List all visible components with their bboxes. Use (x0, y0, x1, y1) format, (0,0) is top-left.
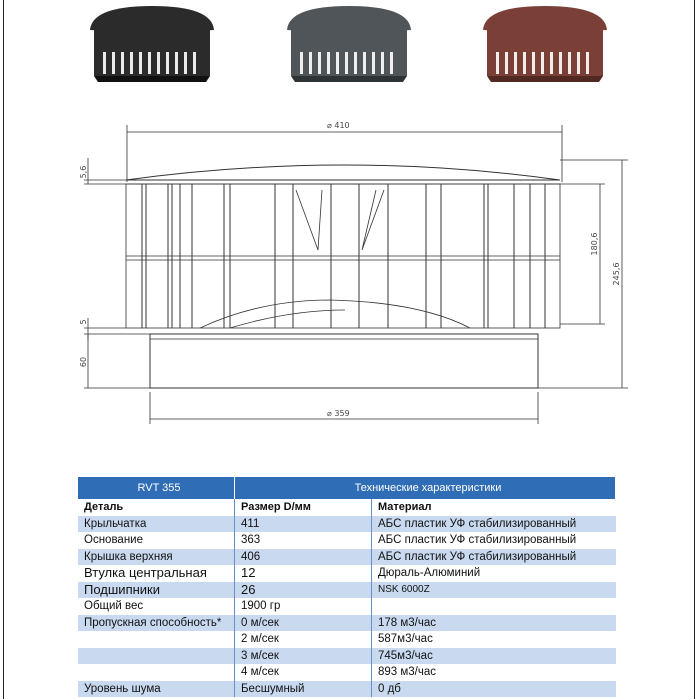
dim-base-height: 60 (79, 356, 88, 368)
table-row (78, 681, 616, 698)
cell-material: Дюраль-Алюминий (378, 567, 481, 579)
cell-material: 178 м3/час (372, 615, 616, 632)
product-grey-cap (287, 6, 411, 82)
col-header-size: Размер D/мм (235, 499, 372, 516)
product-black-cap (90, 6, 214, 82)
technical-drawing (0, 100, 699, 435)
cell-part: Втулка центральная (78, 565, 235, 582)
cell-material: АБС пластик УФ стабилизированный (372, 516, 616, 533)
dim-impeller-height: 180,6 (590, 232, 599, 256)
cell-size: 3 м/сек (235, 648, 372, 665)
dim-total-height: 245,6 (612, 262, 621, 286)
cell-size: 26 (235, 582, 372, 599)
dim-top-diameter: ⌀ 410 (327, 121, 350, 130)
table-row (78, 648, 616, 665)
table-row (78, 598, 616, 615)
cell-material: 587м3/час (378, 633, 433, 645)
cell-part: Основание (78, 532, 235, 549)
cell-size: 12 (235, 565, 372, 582)
cell-size: 0 м/сек (235, 615, 372, 632)
cell-size: 363 (235, 532, 372, 549)
table-row (78, 565, 616, 582)
dim-bottom-diameter: ⌀ 359 (327, 409, 350, 418)
cell-part: Крыльчатка (78, 516, 235, 533)
table-row (78, 615, 616, 632)
column-headers (78, 499, 616, 516)
table-row (78, 664, 616, 681)
cell-part: Пропускная способность* (78, 615, 235, 632)
table-row (78, 631, 616, 648)
cell-material: 893 м3/час (378, 666, 437, 678)
product-brown-cap (483, 6, 607, 82)
cell-size: 406 (235, 549, 372, 566)
cell-size: Бесшумный (235, 681, 372, 698)
cell-part: Общий вес (78, 598, 235, 615)
cell-part (78, 631, 235, 648)
cell-material: АБС пластик УФ стабилизированный (378, 534, 577, 546)
col-header-material: Материал (378, 501, 432, 513)
table-row (78, 582, 616, 599)
cell-material (372, 598, 616, 615)
cell-size: 4 м/сек (235, 664, 372, 681)
cell-material: 0 дб (372, 681, 616, 698)
table-title: Технические характеристики (235, 477, 616, 499)
cell-part: Подшипники (78, 582, 235, 599)
cell-material: АБС пластик УФ стабилизированный (372, 549, 616, 566)
table-header (78, 477, 616, 499)
model-name: RVT 355 (78, 477, 235, 499)
cell-size: 1900 гр (235, 598, 372, 615)
table-row (78, 532, 616, 549)
cell-part (78, 664, 235, 681)
table-row (78, 549, 616, 566)
cell-size: 411 (235, 516, 372, 533)
cell-material: 745м3/час (372, 648, 616, 665)
table-row (78, 516, 616, 533)
col-header-part: Деталь (78, 499, 235, 516)
cell-part (78, 648, 235, 665)
dim-gap: 5 (79, 319, 88, 325)
cell-part: Крышка верхняя (78, 549, 235, 566)
specifications-table (78, 477, 616, 697)
cell-material: NSK 6000Z (372, 582, 616, 599)
cell-part: Уровень шума (78, 681, 235, 698)
cell-size: 2 м/сек (235, 631, 372, 648)
dim-cap-height: 5,6 (79, 165, 88, 179)
product-thumbnails (0, 0, 699, 95)
